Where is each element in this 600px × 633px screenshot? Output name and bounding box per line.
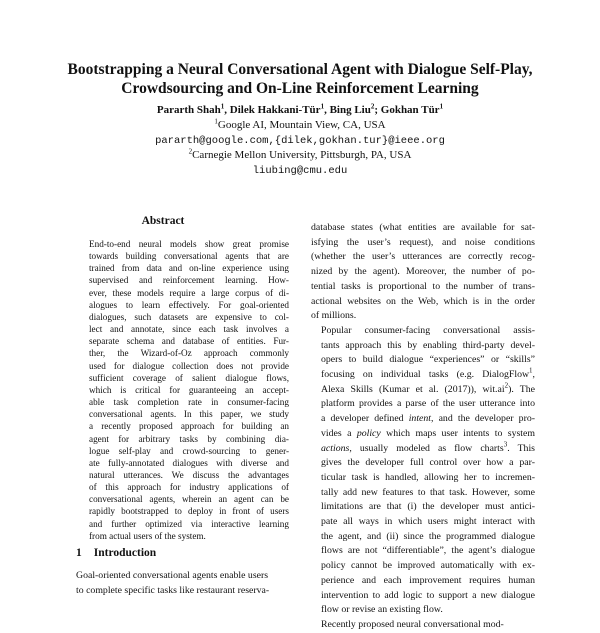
text-run: which maps user intents to system [380, 427, 535, 439]
text-line [311, 442, 535, 457]
text-run: , [532, 369, 535, 381]
abstract-line: lect and annotate, since each task involves a [89, 324, 289, 335]
abstract-line: used for dialogue collection does not provide [89, 360, 289, 371]
author-name: Dilek Hakkani-Tür [229, 104, 321, 116]
text-line: tants approach this by enabling third-party devel- [321, 339, 535, 351]
text-line: opers to build dialogue “experiences” or “skills” [321, 354, 535, 366]
text-line: pate all ways in which users might interact with [321, 516, 535, 528]
author-affil-mark: 1 [439, 102, 444, 111]
affil-mark: 2 [188, 147, 193, 156]
paragraph [311, 618, 535, 633]
abstract-line: conversational agents. In this paper, we study [89, 409, 289, 420]
intro-paragraph [76, 569, 300, 598]
emphasis-term: intent [408, 413, 432, 425]
intro-line: to complete specific tasks like restaurant reserva- [76, 584, 270, 596]
paragraph [311, 221, 535, 324]
text-run: focusing on individual tasks (e.g. DialogFlow [321, 369, 530, 381]
abstract-line: supervised and reinforcement learning. How- [89, 275, 289, 286]
abstract-line: from actual users of the system. [89, 530, 206, 541]
paragraph [311, 324, 535, 618]
section-heading [76, 547, 156, 559]
author-affil-mark: 2 [370, 102, 375, 111]
emphasis-term: actions [321, 442, 350, 454]
abstract-line: ther, the Wizard-of-Oz approach commonly [89, 348, 289, 359]
footnote-mark: 3 [503, 440, 508, 449]
footnote-mark: 2 [504, 381, 509, 390]
author-name: Pararth Shah [156, 104, 221, 116]
abstract-line: of this approach for industry applications of [89, 482, 289, 493]
email-line-2: liubing@cmu.edu [252, 165, 348, 177]
text-run: vides a [321, 427, 357, 439]
abstract-line: trained from data and on-line experience using [89, 263, 289, 274]
abstract-body [89, 238, 289, 542]
text-line: database states (what entities are available for sat- [311, 222, 535, 233]
text-run: , and the developer pro- [431, 413, 535, 425]
text-line: flow or revise an existing flow. [321, 604, 443, 616]
author-affil-mark: 1 [320, 102, 325, 111]
text-line: limitations are that (i) the developer must antici- [321, 501, 535, 513]
text-line [311, 412, 535, 427]
text-run: ). The [508, 383, 535, 395]
abstract-line: towards building conversational agents that are [89, 251, 289, 262]
abstract-line: and further optimized via interactive learning [89, 518, 289, 529]
text-line: ticular task is handled, allowing her to incremen- [321, 471, 535, 483]
text-run: , usually modeled as flow charts [349, 442, 504, 454]
text-line: gives the developer full control over how a par- [321, 457, 535, 469]
text-line: actional websites on the Web, which is in the order [311, 295, 535, 307]
text-line: nized by the agent). Moreover, the number of po- [311, 266, 535, 278]
author-name: Gokhan Tür [380, 104, 440, 116]
abstract-heading: Abstract [141, 215, 185, 227]
abstract-line: which is critical for guaranteeing an accept- [89, 384, 289, 395]
title-line-2: Crowdsourcing and On-Line Reinforcement Learning [121, 80, 479, 97]
abstract-line: ever, these models require a large corpus of di- [89, 287, 289, 298]
text-line: the agent, and (ii) since the programmed dialogue [321, 530, 535, 542]
title-line-1: Bootstrapping a Neural Conversational Agent with Dialogue Self-Play, [67, 61, 533, 78]
intro-line: Goal-oriented conversational agents enable users [76, 570, 269, 581]
text-line: Recently proposed neural conversational mod- [321, 618, 504, 630]
text-line: tential tasks is proportional to the number of trans- [311, 280, 535, 292]
section-number: 1 [76, 547, 82, 559]
text-line: Popular consumer-facing conversational assis- [321, 324, 535, 336]
text-line: perience and each improvement requires human [321, 574, 535, 586]
emphasis-term: policy [356, 427, 381, 439]
abstract-line: able task completion rate in consumer-facing [89, 397, 289, 408]
author-affil-mark: 1 [220, 102, 225, 111]
text-line [311, 427, 535, 442]
abstract-line: End-to-end neural models show great promise [89, 239, 289, 249]
affiliation-text: Google AI, Mountain View, CA, USA [217, 119, 386, 131]
abstract-line: alogues to learn effectively. For goal-oriented [89, 299, 289, 310]
author-list: Pararth Shah$^1$, Dilek Hakkani-Tür$^1$, Bing Liu$^2$; Gokhan Tür$^1$ [156, 102, 444, 116]
abstract-line: dialogues, such datasets are expensive to col- [89, 311, 289, 322]
abstract-line: a recently proposed approach for building an [89, 421, 289, 432]
abstract-line: separate schema and database of entities. Fur- [89, 336, 289, 347]
text-run: a developer defined [321, 413, 409, 425]
right-column [311, 221, 535, 633]
abstract-line: logue self-play and crowd-sourcing to gener- [89, 445, 289, 456]
author-name: Bing Liu [329, 104, 371, 116]
text-line: flows are not “differentiable”, the agent’s dialogue [321, 545, 535, 557]
text-run: . This [507, 442, 535, 454]
text-line [311, 368, 535, 383]
abstract-line: sufficient coverage of salient dialogue flows, [89, 372, 289, 383]
paper-title [40, 60, 560, 98]
text-line: intervention to add logic to support a new dialogue [321, 589, 535, 601]
footnote-mark: 1 [529, 366, 533, 375]
text-line: tally add new features to that task. However, some [321, 486, 535, 498]
text-line: platform provides a parse of the user utterance into [321, 398, 535, 410]
text-line: policy cannot be improved automatically with ex- [321, 560, 535, 572]
abstract-line: agent for arbitrary tasks by combining dia- [89, 433, 289, 444]
text-line: (whether the user’s utterances are correctly recog- [311, 251, 535, 263]
abstract-line: rapidly bootstrapped to deploy in front of users [89, 506, 289, 517]
affil-mark: 1 [214, 117, 218, 126]
abstract-line: natural utterances. We discuss the advantages [89, 469, 289, 480]
text-line: isfying the user’s request), and noise conditions [311, 236, 535, 248]
text-line [311, 383, 535, 398]
abstract-line: conversational agents, wherein an agent can be [89, 494, 289, 505]
affiliation-2 [40, 148, 560, 162]
abstract-line: ate fully-annotated dialogues with diverse and [89, 457, 289, 468]
affiliation-1 [40, 118, 560, 132]
text-run: Alexa Skills (Kumar et al. (2017)), wit.ai [321, 383, 505, 395]
section-title: Introduction [93, 547, 157, 559]
email-line-1: pararth@google.com,{dilek,gokhan.tur}@ieee.org [155, 135, 445, 147]
text-line: of millions. [311, 310, 357, 322]
affiliation-text: Carnegie Mellon University, Pittsburgh, PA, USA [192, 149, 412, 161]
